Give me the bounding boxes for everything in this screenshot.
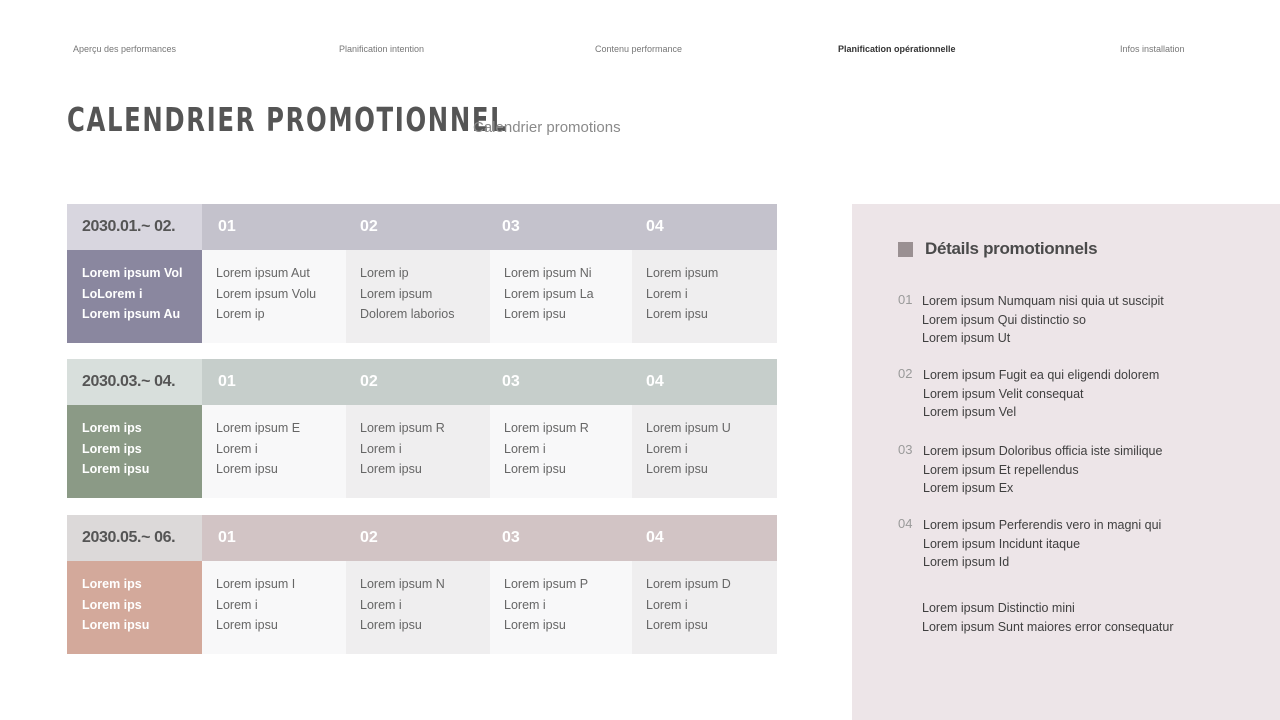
week-number: 02	[360, 373, 378, 390]
cell-line: Lorem i	[216, 597, 258, 612]
week-header-bar	[202, 359, 777, 405]
cell-line: Lorem ipsum D	[646, 577, 731, 591]
promo-label-line: Lorem ipsu	[82, 462, 150, 476]
week-cell	[490, 250, 632, 343]
promo-label-line: Lorem ipsu	[82, 618, 150, 632]
promo-label-cell	[67, 250, 202, 343]
cell-line: Lorem ipsum Volu	[216, 286, 317, 301]
cell-line: Lorem i	[216, 441, 258, 456]
detail-line: Lorem ipsum Ex	[923, 481, 1014, 496]
cell-line: Lorem ipsum R	[504, 421, 589, 435]
cell-line: Lorem ipsum	[360, 286, 433, 301]
detail-line: Lorem ipsum Et repellendus	[923, 462, 1079, 477]
detail-line: Lorem ipsum Doloribus officia iste similique	[923, 444, 1163, 458]
nav-item-planification-operationnelle[interactable]: Planification opérationnelle	[838, 44, 956, 54]
week-cell	[490, 561, 632, 654]
week-cell	[202, 561, 346, 654]
week-number: 01	[218, 218, 236, 235]
promo-label-cell	[67, 405, 202, 498]
week-number: 02	[360, 529, 378, 546]
nav-item-apercu-performances[interactable]: Aperçu des performances	[73, 44, 177, 54]
cell-line: Lorem ipsu	[216, 462, 278, 476]
week-cell	[346, 561, 490, 654]
cell-line: Lorem ipsum R	[360, 421, 445, 435]
promo-label-line: Lorem ips	[82, 421, 142, 435]
week-cell	[202, 405, 346, 498]
promo-label-line: Lorem ips	[82, 441, 142, 456]
cell-line: Lorem ipsum P	[504, 577, 589, 591]
cell-line: Lorem ipsum I	[216, 577, 296, 591]
detail-line: Lorem ipsum Velit consequat	[923, 386, 1084, 401]
week-cell	[202, 250, 346, 343]
cell-line: Lorem ipsum U	[646, 421, 731, 435]
detail-line: Lorem ipsum Perferendis vero in magni qui	[923, 518, 1162, 532]
cell-line: Lorem ip	[216, 307, 265, 321]
detail-line: Lorem ipsum Numquam nisi quia ut suscipit	[922, 294, 1164, 308]
detail-number: 02	[898, 366, 913, 381]
week-number: 04	[646, 218, 664, 235]
week-cell	[632, 561, 777, 654]
detail-line: Lorem ipsum Incidunt itaque	[923, 536, 1081, 551]
promo-details-panel	[852, 204, 1280, 720]
detail-line: Lorem ipsum Id	[923, 555, 1010, 570]
week-cell	[632, 405, 777, 498]
cell-line: Lorem i	[646, 597, 688, 612]
cell-line: Lorem i	[646, 441, 688, 456]
calendar-block-jan-feb	[67, 204, 777, 343]
detail-line: Lorem ipsum Distinctio mini	[922, 601, 1075, 615]
week-number: 01	[218, 529, 236, 546]
week-number: 03	[502, 218, 520, 235]
week-number: 04	[646, 529, 664, 546]
detail-line: Lorem ipsum Sunt maiores error consequatur	[922, 619, 1174, 634]
week-header-bar	[202, 204, 777, 250]
detail-line: Lorem ipsum Vel	[923, 405, 1017, 420]
cell-line: Lorem ip	[360, 266, 409, 280]
promo-label-line: Lorem ipsum Au	[82, 307, 181, 321]
cell-line: Lorem ipsu	[504, 307, 566, 321]
promo-label-line: Lorem ipsum Vol	[82, 266, 183, 280]
week-number: 04	[646, 373, 664, 390]
calendar-block-mar-apr	[67, 359, 777, 498]
promo-label-line: LoLorem i	[82, 286, 143, 301]
promo-label-line: Lorem ips	[82, 577, 142, 591]
nav-item-infos-installation[interactable]: Infos installation	[1120, 44, 1185, 54]
cell-line: Lorem ipsum N	[360, 577, 445, 591]
period-label: 2030.03.~ 04.	[67, 359, 202, 405]
week-number: 01	[218, 373, 236, 390]
page-subtitle: Calendrier promotions	[473, 119, 621, 136]
cell-line: Lorem i	[360, 597, 402, 612]
detail-line: Lorem ipsum Qui distinctio so	[922, 312, 1086, 327]
week-number: 03	[502, 373, 520, 390]
cell-line: Lorem ipsum	[646, 266, 719, 280]
week-header-bar	[202, 515, 777, 561]
cell-line: Lorem i	[360, 441, 402, 456]
top-navigation	[0, 44, 1280, 60]
cell-line: Lorem i	[504, 441, 546, 456]
cell-line: Lorem ipsum Ni	[504, 266, 592, 280]
week-cell	[346, 250, 490, 343]
cell-line: Lorem i	[646, 286, 688, 301]
cell-line: Lorem ipsu	[504, 618, 566, 632]
detail-number: 03	[898, 442, 913, 457]
detail-number: 01	[898, 292, 913, 307]
cell-line: Lorem ipsum Aut	[216, 266, 310, 280]
square-bullet-icon	[898, 242, 913, 257]
cell-line: Lorem ipsu	[646, 462, 708, 476]
cell-line: Lorem ipsu	[504, 462, 566, 476]
cell-line: Lorem ipsu	[360, 618, 422, 632]
period-label: 2030.05.~ 06.	[67, 515, 202, 561]
cell-line: Dolorem laborios	[360, 307, 455, 321]
promo-label-line: Lorem ips	[82, 597, 142, 612]
nav-item-planification-intention[interactable]: Planification intention	[339, 44, 425, 54]
cell-line: Lorem ipsu	[646, 618, 708, 632]
cell-line: Lorem ipsu	[646, 307, 708, 321]
cell-line: Lorem ipsu	[360, 462, 422, 476]
cell-line: Lorem ipsum La	[504, 286, 594, 301]
cell-line: Lorem ipsum E	[216, 421, 301, 435]
detail-line: Lorem ipsum Fugit ea qui eligendi dolorem	[923, 368, 1160, 382]
page-title: CALENDRIER PROMOTIONNEL	[67, 100, 508, 139]
detail-number: 04	[898, 516, 913, 531]
nav-item-contenu-performance[interactable]: Contenu performance	[595, 44, 683, 54]
cell-line: Lorem ipsu	[216, 618, 278, 632]
week-number: 02	[360, 218, 378, 235]
week-number: 03	[502, 529, 520, 546]
week-cell	[490, 405, 632, 498]
week-cell	[346, 405, 490, 498]
week-cell	[632, 250, 777, 343]
cell-line: Lorem i	[504, 597, 546, 612]
detail-line: Lorem ipsum Ut	[922, 331, 1011, 346]
promo-label-cell	[67, 561, 202, 654]
panel-title: Détails promotionnels	[925, 239, 1098, 258]
calendar-block-may-jun	[67, 515, 777, 654]
period-label: 2030.01.~ 02.	[67, 204, 202, 250]
